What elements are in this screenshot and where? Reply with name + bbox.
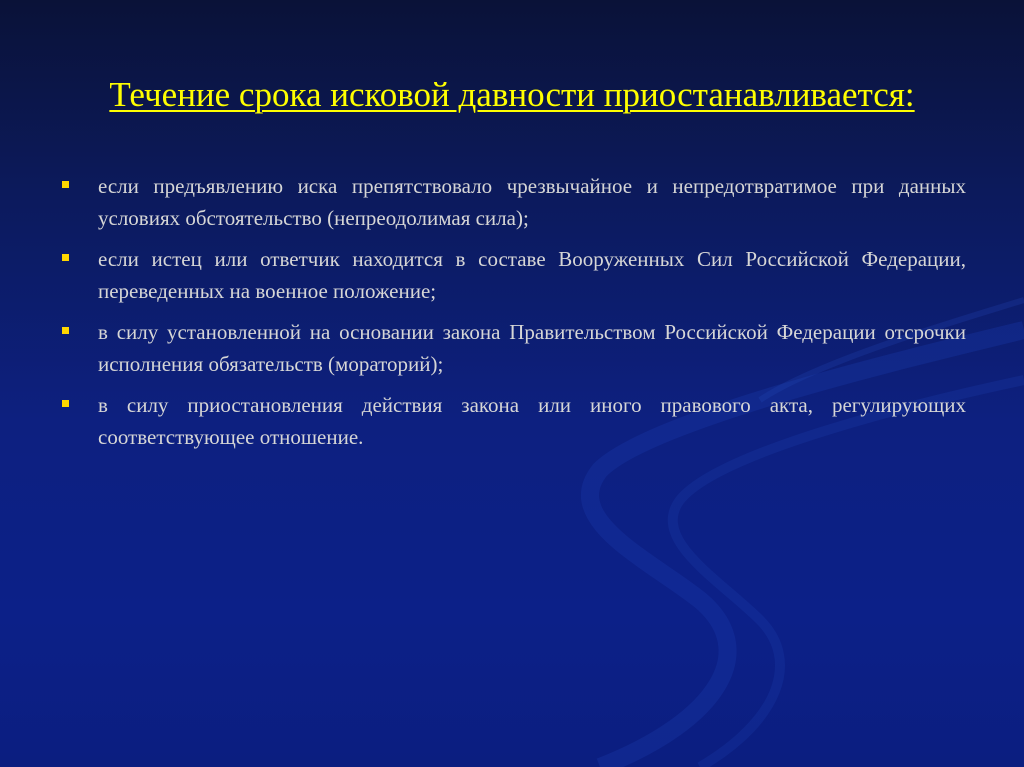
square-bullet-icon [62, 327, 69, 334]
square-bullet-icon [62, 254, 69, 261]
bullet-text: если предъявлению иска препятствовало чрезвычайное и непредотвратимое при данных условиях обстоятельство (непреодолимая сила); [98, 174, 966, 230]
bullet-text: если истец или ответчик находится в составе Вооруженных Сил Российской Федерации, переведенных на военное положение; [98, 247, 966, 303]
list-item [62, 243, 966, 307]
square-bullet-icon [62, 181, 69, 188]
slide-title: Течение срока исковой давности приостанавливается: [109, 75, 915, 114]
square-bullet-icon [62, 400, 69, 407]
bullet-text: в силу установленной на основании закона Правительством Российской Федерации отсрочки исполнения обязательств (мораторий); [98, 320, 966, 376]
list-item [62, 316, 966, 380]
bullet-text: в силу приостановления действия закона или иного правового акта, регулирующих соответствующее отношение. [98, 393, 966, 449]
list-item [62, 170, 966, 234]
bullet-list [62, 170, 966, 462]
list-item [62, 389, 966, 453]
